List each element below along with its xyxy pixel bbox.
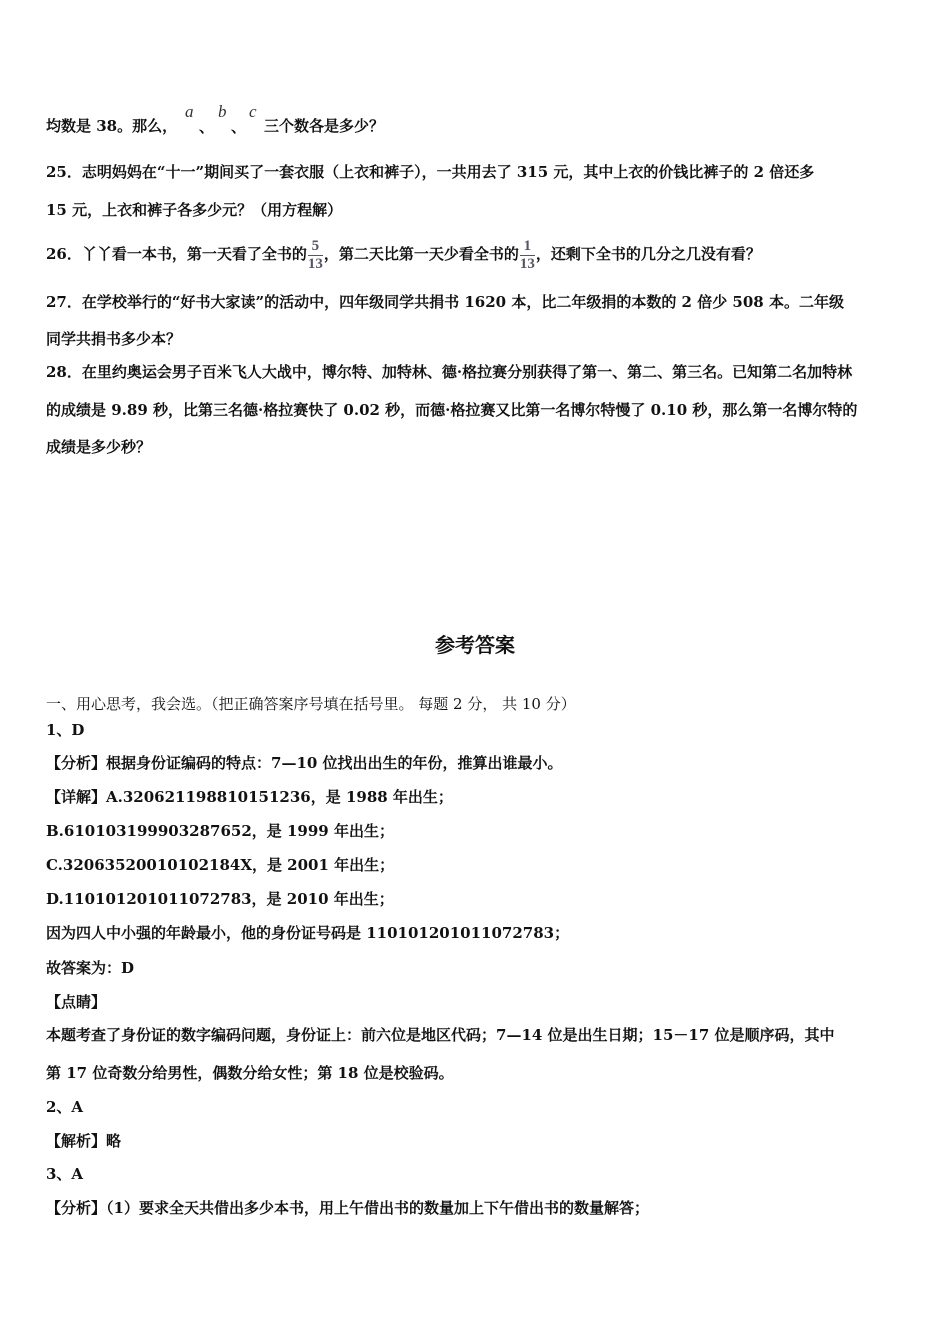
q27-line1: 27．在学校举行的“好书大家读”的活动中，四年级同学共捐书 1620 本，比二年级捐的本数的 2 倍少 508 本。二年级 (46, 293, 844, 311)
var-b: b (218, 102, 227, 121)
q28-line3: 成绩是多少秒？ (46, 438, 152, 456)
fraction-denominator: 13 (519, 255, 535, 272)
q28-line2: 的成绩是 9.89 秒，比第三名德·格拉赛快了 0.02 秒，而德·格拉赛又比第一名博尔特慢了 0.10 秒，那么第一名博尔特的 (46, 401, 858, 419)
var-a: a (185, 102, 194, 121)
q27-line2: 同学共捐书多少本？ (46, 330, 182, 348)
answer-1-note-label: 【点睛】 (46, 993, 107, 1011)
answer-1-final: 故答案为：D (46, 959, 135, 977)
answer-1-option-b: B.610103199903287652，是 1999 年出生； (46, 822, 394, 840)
fraction-numerator: 5 (311, 237, 320, 254)
answers-title: 参考答案 (435, 633, 515, 657)
q26-part1: 26．丫丫看一本书，第一天看了全书的 (46, 245, 307, 263)
separator-2: 、 (231, 118, 247, 136)
answer-1-analysis: 【分析】根据身份证编码的特点：7—10 位找出出生的年份，推算出谁最小。 (46, 754, 563, 772)
answer-3-analysis: 【分析】（1）要求全天共借出多少本书，用上午借出书的数量加上下午借出书的数量解答； (46, 1199, 649, 1217)
section-heading: 一、用心思考，我会选。（把正确答案序号填在括号里。 每题 2 分， 共 10 分） (46, 695, 576, 713)
answer-3-label: 3、A (46, 1165, 84, 1183)
q24-text-after: 三个数各是多少？ (264, 117, 385, 135)
answer-1-detail: 【详解】A.320621198810151236，是 1988 年出生； (46, 788, 453, 806)
q24-text-before: 均数是 38。那么， (46, 117, 178, 135)
answer-1-option-d: D.110101201011072783，是 2010 年出生； (46, 890, 394, 908)
fraction-1-13 (520, 239, 535, 272)
q28-line1: 28．在里约奥运会男子百米飞人大战中，博尔特、加特林、德·格拉赛分别获得了第一、第二、第三名。已知第二名加特林 (46, 363, 853, 381)
answer-2-label: 2、A (46, 1098, 84, 1116)
answer-1-note-line1: 本题考查了身份证的数字编码问题，身份证上：前六位是地区代码；7—14 位是出生日期；15－17 位是顺序码，其中 (46, 1026, 835, 1044)
answer-1-note-line2: 第 17 位奇数分给男性，偶数分给女性；第 18 位是校验码。 (46, 1064, 454, 1082)
answer-1-option-c: C.32063520010102184X，是 2001 年出生； (46, 856, 395, 874)
fraction-numerator: 1 (523, 237, 532, 254)
q26-part3: ，还剩下全书的几分之几没有看？ (535, 245, 761, 263)
q25-line1: 25．志明妈妈在“十一”期间买了一套衣服（上衣和裤子），一共用去了 315 元，其中上衣的价钱比裤子的 2 倍还多 (46, 163, 815, 181)
fraction-denominator: 13 (307, 255, 323, 272)
q26-line (46, 236, 761, 272)
q24-tail-text (46, 116, 177, 136)
answer-2-analysis: 【解析】略 (46, 1132, 122, 1150)
fraction-5-13 (308, 239, 323, 272)
answer-1-label: 1、D (46, 721, 85, 739)
q25-line2: 15 元，上衣和裤子各多少元？（用方程解） (46, 201, 343, 219)
var-c: c (249, 102, 257, 121)
answer-1-reason: 因为四人中小强的年龄最小，他的身份证号码是 110101201011072783； (46, 924, 570, 942)
q26-part2: ，第二天比第一天少看全书的 (323, 245, 519, 263)
separator-1: 、 (199, 118, 215, 136)
